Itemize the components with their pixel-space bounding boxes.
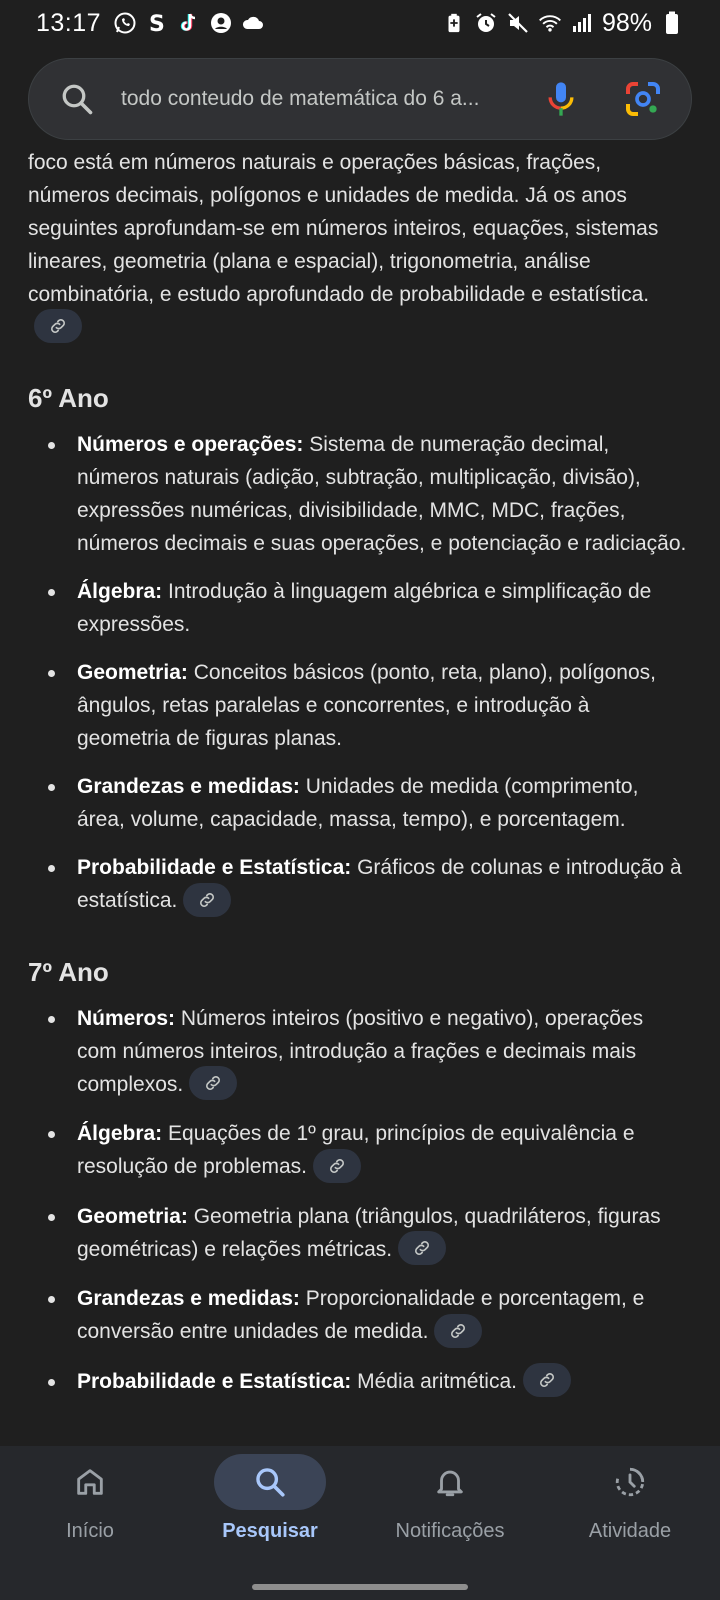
- link-icon: [412, 1238, 432, 1258]
- nav-icon-container: [574, 1454, 686, 1510]
- source-link-chip[interactable]: [523, 1363, 571, 1397]
- topic-list-6-ano: [28, 428, 688, 918]
- status-time: 13:17: [36, 8, 102, 37]
- nav-item-atividade[interactable]: [550, 1454, 710, 1543]
- tiktok-icon: [177, 11, 201, 35]
- microphone-icon[interactable]: [541, 79, 581, 119]
- topic-text: Média aritmética.: [351, 1369, 517, 1393]
- search-icon: [253, 1465, 287, 1499]
- section-title-7-ano: 7º Ano: [28, 956, 109, 987]
- link-icon: [448, 1321, 468, 1341]
- source-link-chip[interactable]: [183, 883, 231, 917]
- ai-overview-content: [28, 146, 688, 1414]
- topic-heading: Álgebra:: [77, 1122, 163, 1146]
- search-input[interactable]: todo conteudo de matemática do 6 a...: [121, 87, 480, 110]
- google-lens-icon[interactable]: [623, 79, 663, 119]
- battery-percent: 98%: [601, 8, 652, 37]
- topic-text: Unidades de medida (comprimento, área, volume, capacidade, massa, tempo), e porcentagem.: [77, 775, 639, 832]
- nav-item-notificacoes[interactable]: [370, 1454, 530, 1543]
- list-item: [28, 656, 688, 755]
- list-item: [28, 1365, 688, 1399]
- signal-icon: [570, 11, 594, 35]
- topic-text: Gráficos de colunas e introdução à estatística.: [77, 856, 682, 913]
- battery-saver-icon: [442, 11, 466, 35]
- link-icon: [203, 1073, 223, 1093]
- link-icon: [48, 316, 68, 336]
- topic-text: Equações de 1º grau, princípios de equivalência e resolução de problemas.: [77, 1122, 635, 1179]
- account-icon: [209, 11, 233, 35]
- topic-heading: Geometria:: [77, 661, 188, 685]
- topic-text: Proporcionalidade e porcentagem, e conversão entre unidades de medida.: [77, 1287, 645, 1344]
- bell-icon: [433, 1465, 467, 1499]
- list-item: [28, 851, 688, 918]
- nav-item-pesquisar[interactable]: [190, 1454, 350, 1543]
- search-bar[interactable]: [28, 58, 692, 140]
- section-title-6-ano: 6º Ano: [28, 383, 109, 414]
- status-left: [36, 9, 265, 38]
- svg-text:S: S: [149, 12, 165, 35]
- source-link-chip[interactable]: [434, 1314, 482, 1348]
- topic-heading: Grandezas e medidas:: [77, 1287, 300, 1311]
- home-icon: [73, 1465, 107, 1499]
- nav-label: Atividade: [588, 1520, 672, 1542]
- list-item: [28, 1282, 688, 1349]
- source-link-chip[interactable]: [313, 1149, 361, 1183]
- list-item: [28, 1002, 688, 1102]
- alarm-icon: [474, 11, 498, 35]
- bottom-navigation: [0, 1446, 720, 1600]
- topic-heading: Geometria:: [77, 1204, 188, 1228]
- list-item: [28, 1200, 688, 1267]
- topic-list-7-ano: [28, 1002, 688, 1399]
- topic-text: Conceitos básicos (ponto, reta, plano), polígonos, ângulos, retas paralelas e concorrentes, e introdução à geometria de figuras planas.: [77, 661, 656, 751]
- topic-text: Números inteiros (positivo e negativo), operações com números inteiros, introdução a frações e decimais mais complexos.: [77, 1006, 644, 1096]
- nav-label: Pesquisar: [222, 1520, 318, 1542]
- wifi-icon: [538, 11, 562, 35]
- nav-label: Início: [66, 1520, 114, 1542]
- nav-label: Notificações: [395, 1520, 505, 1542]
- home-indicator[interactable]: [252, 1584, 468, 1590]
- topic-heading: Grandezas e medidas:: [77, 775, 300, 799]
- link-icon: [537, 1370, 557, 1390]
- search-icon: [59, 81, 95, 117]
- topic-heading: Probabilidade e Estatística:: [77, 1369, 352, 1393]
- whatsapp-icon: [113, 11, 137, 35]
- activity-icon: [613, 1465, 647, 1499]
- topic-heading: Probabilidade e Estatística:: [77, 856, 352, 880]
- link-icon: [327, 1156, 347, 1176]
- topic-heading: Álgebra:: [77, 580, 163, 604]
- cloud-icon: [241, 11, 265, 35]
- status-right: [442, 9, 684, 38]
- topic-text: Geometria plana (triângulos, quadriláteros, figuras geométricas) e relações métricas.: [77, 1204, 661, 1261]
- intro-paragraph: [28, 146, 688, 345]
- list-item: [28, 1117, 688, 1184]
- mute-icon: [506, 11, 530, 35]
- battery-icon: [660, 11, 684, 35]
- nav-icon-container: [394, 1454, 506, 1510]
- nav-icon-container: [214, 1454, 326, 1510]
- topic-text: Sistema de numeração decimal, números naturais (adição, subtração, multiplicação, divisão), expressões numéricas, divisibilidade, MMC, MDC, frações, números decimais e suas operações, e potenciação e radiciação.: [77, 433, 687, 556]
- nav-item-inicio[interactable]: [10, 1454, 170, 1543]
- intro-text: foco está em números naturais e operações básicas, frações, números decimais, polígonos e unidades de medida. Já os anos seguintes aprofundam-se em números inteiros, equações, sistemas lineares, geometria (plana e espacial), trigonometria, análise combinatória, e estudo aprofundado de probabilidade e estatística.: [28, 151, 659, 306]
- source-link-chip[interactable]: [189, 1066, 237, 1100]
- nav-icon-container: [34, 1454, 146, 1510]
- source-link-chip[interactable]: [398, 1231, 446, 1265]
- source-link-chip[interactable]: [34, 309, 82, 343]
- list-item: [28, 428, 688, 560]
- s-icon: [145, 11, 169, 35]
- list-item: [28, 575, 688, 641]
- topic-text: Introdução à linguagem algébrica e simplificação de expressões.: [77, 580, 652, 637]
- status-bar: [0, 0, 720, 46]
- topic-heading: Números:: [77, 1006, 176, 1030]
- list-item: [28, 770, 688, 836]
- topic-heading: Números e operações:: [77, 433, 304, 457]
- link-icon: [197, 890, 217, 910]
